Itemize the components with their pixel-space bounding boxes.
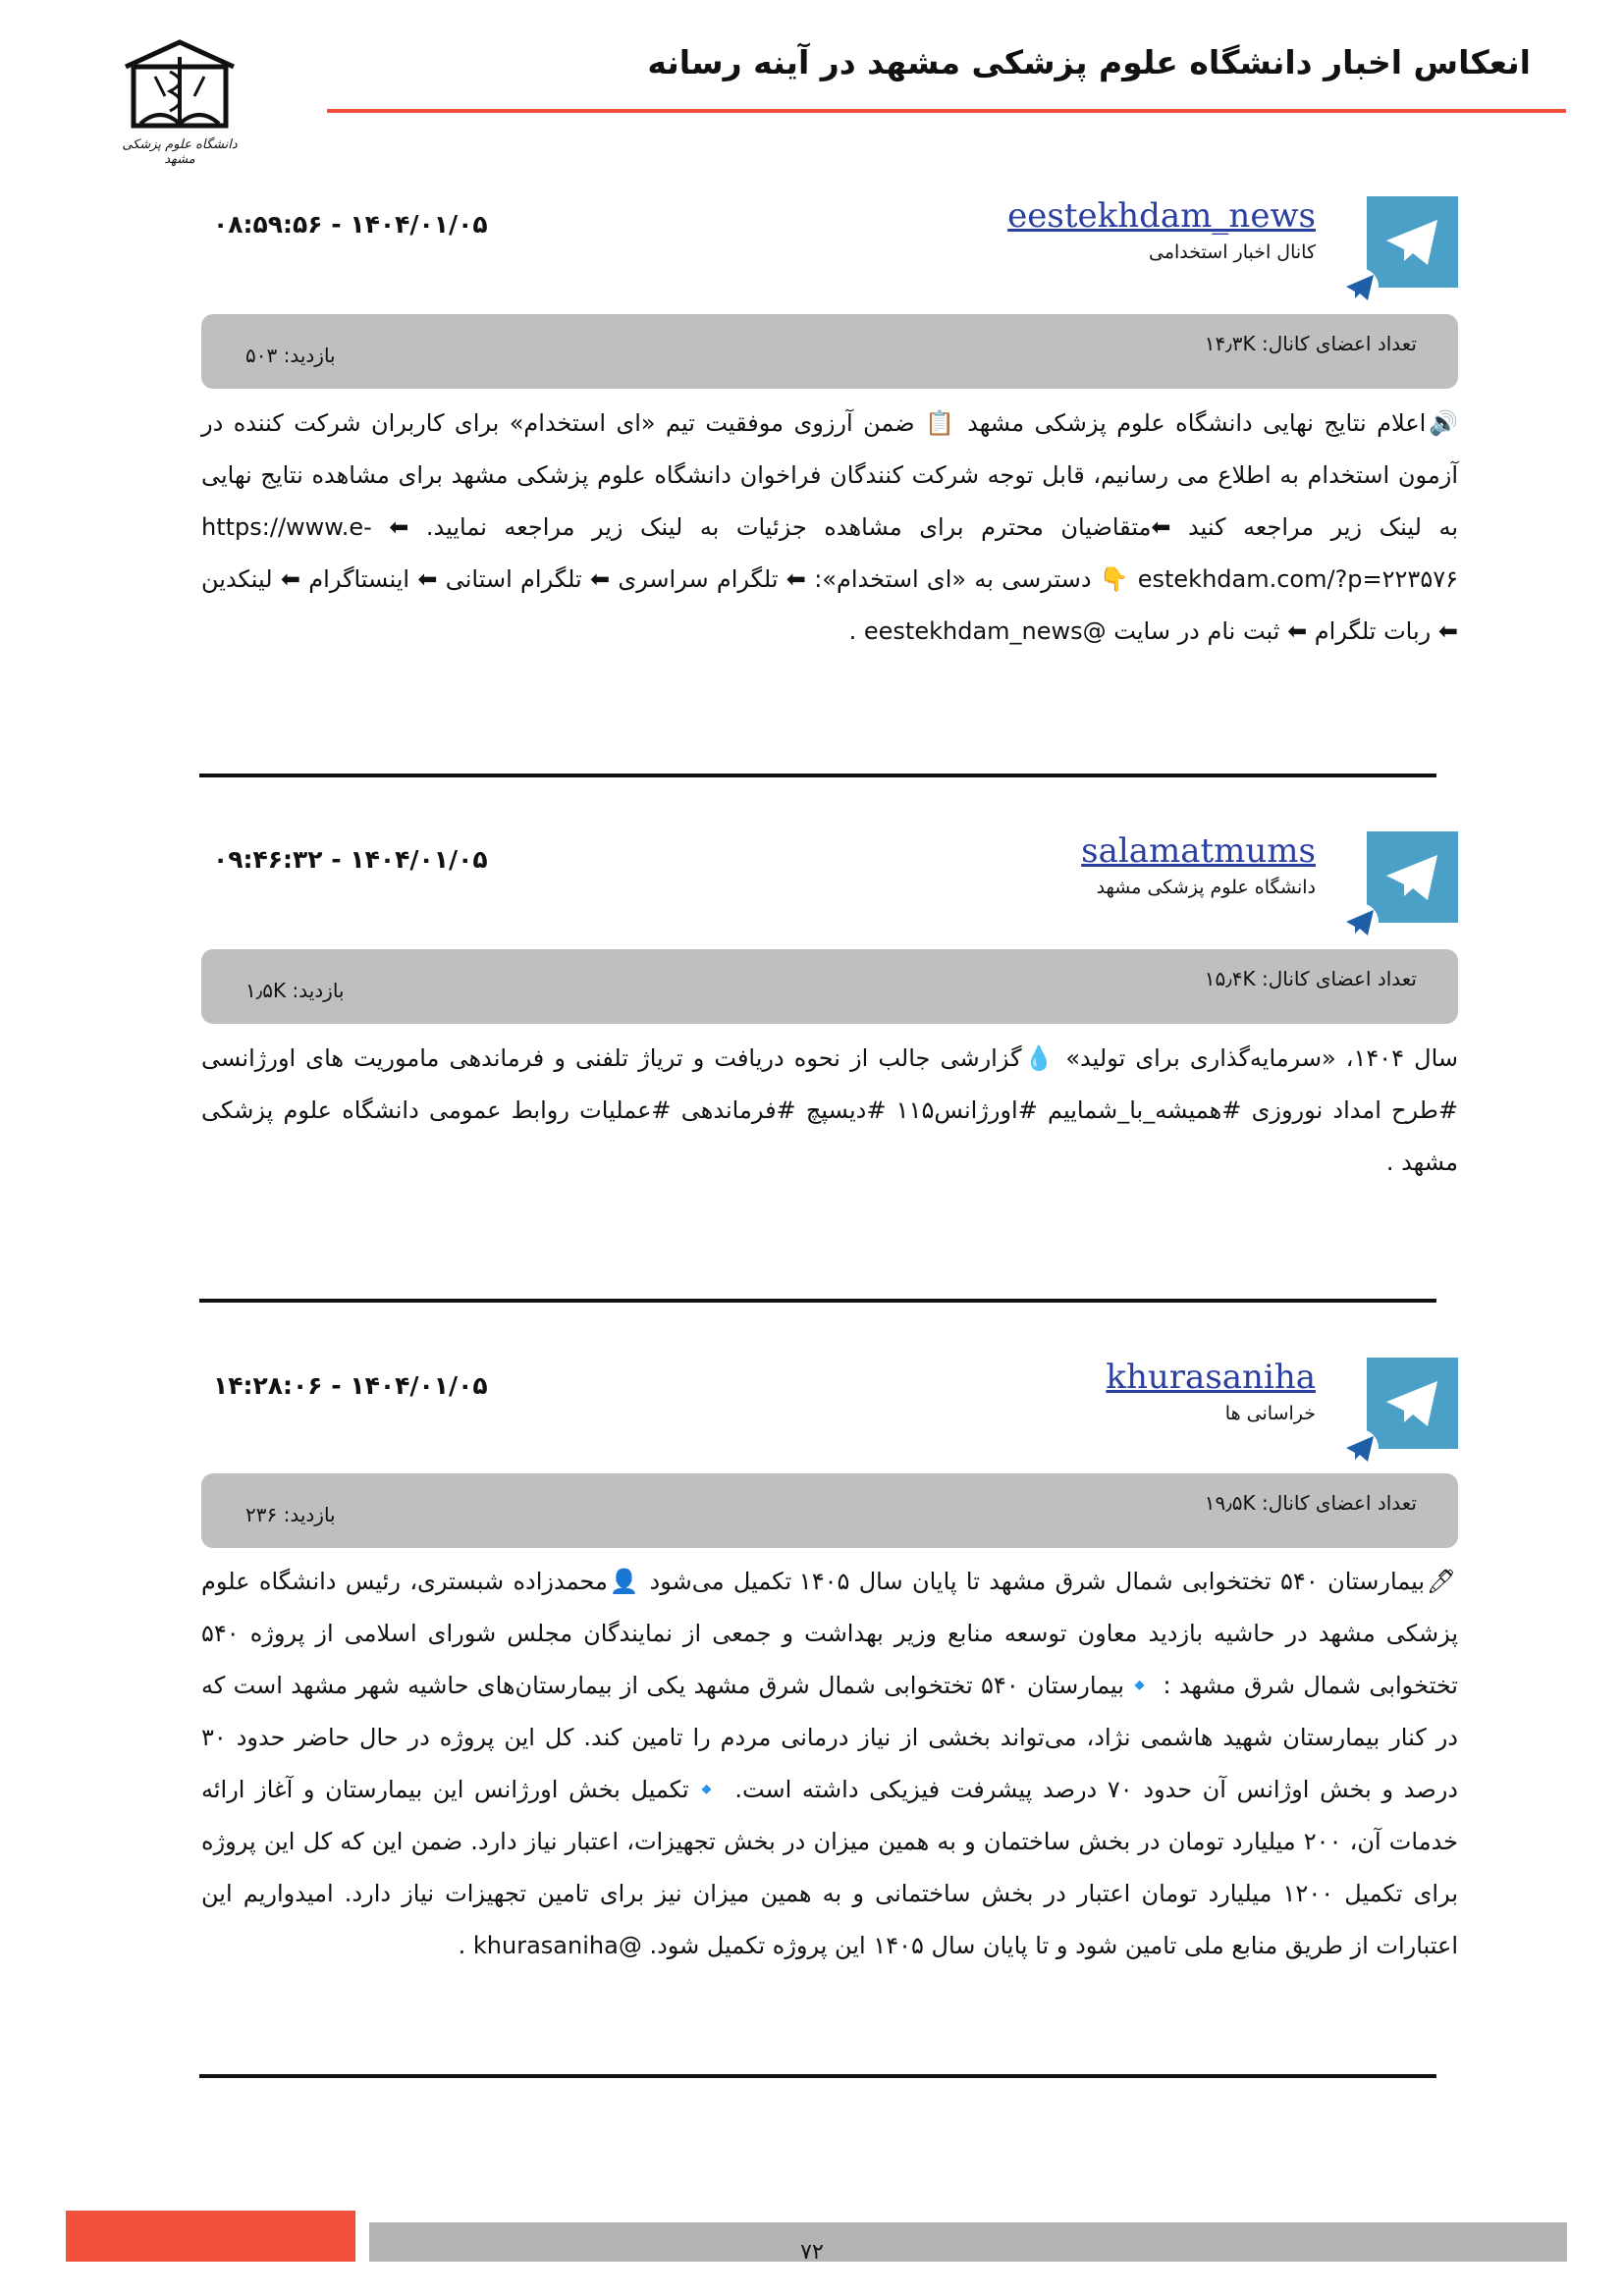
channel-members-count: تعداد اعضای کانال: ۱۹٫۵K <box>1204 1491 1417 1515</box>
stats-bar <box>201 949 1458 1024</box>
channel-info <box>1081 831 1316 898</box>
post-text: سال ۱۴۰۴، «سرمایه‌گذاری برای تولید» 💧گزارشی جالب از نحوه دریافت و تریاژ تلفنی و فرماندهی ماموریت های اورژانسی #طرح امداد نوروزی #همیشه_با_شماییم #اورژانس۱۱۵ #دیسپچ #فرماندهی #عملیات روابط عمومی دانشگاه علوم پزشکی مشهد . <box>201 1044 1459 1176</box>
post-card <box>201 196 1458 658</box>
channel-description: دانشگاه علوم پزشکی مشهد <box>1096 877 1316 898</box>
post-card <box>201 1358 1458 1986</box>
post-card <box>201 831 1458 1244</box>
channel-info <box>1007 196 1316 263</box>
post-separator <box>199 774 1436 777</box>
post-datetime: ۱۴۰۴/۰۱/۰۵ - ۱۴:۲۸:۰۶ <box>213 1371 488 1400</box>
post-text: 🖊بیمارستان ۵۴۰ تختخوابی شمال شرق مشهد تا پایان سال ۱۴۰۵ تکمیل می‌شود 👤محمدزاده شبستری، رئیس دانشگاه علوم پزشکی مشهد در حاشیه بازدید معاون توسعه منابع وزیر بهداشت و جمعی از نمایندگان مجلس شورای اسلامی از پروژه ۵۴۰ تختخوابی شمال شرق مشهد : 🔹بیمارستان ۵۴۰ تختخوابی شمال شرق مشهد یکی از بیمارستان‌های حاشیه شهر مشهد است که در کنار بیمارستان شهید هاشمی نژاد، می‌تواند بخشی از نیاز درمانی مردم را تامین کند. کل این پروژه در حال حاضر حدود ۳۰ درصد و بخش اوژانس آن حدود ۷۰ درصد پیشرفت فیزیکی داشته است. 🔹تکمیل بخش اورژانس این بیمارستان و آغاز ارائه خدمات آن، ۲۰۰ میلیارد تومان در بخش ساختمان و به همین میزان در بخش تجهیزات، اعتبار نیاز دارد. ضمن این که کل این پروژه برای تکمیل ۱۲۰۰ میلیارد تومان اعتبار در بخش ساختمانی و به همین میزان نیز برای تامین تجهیزات نیاز دارد. امیدواریم این اعتبارات از طریق منابع ملی تامین شود و تا پایان سال ۱۴۰۵ این پروژه تکمیل شود. @khurasaniha . <box>201 1568 1459 1959</box>
page-number: ۷۲ <box>800 2240 824 2265</box>
channel-members-count: تعداد اعضای کانال: ۱۵٫۴K <box>1204 967 1417 990</box>
page-header-title: انعکاس اخبار دانشگاه علوم پزشکی مشهد در آینه رسانه <box>647 43 1531 81</box>
channel-link[interactable]: khurasaniha <box>1106 1358 1316 1397</box>
header-divider <box>327 109 1566 113</box>
stats-bar <box>201 314 1458 389</box>
telegram-icon <box>1367 196 1458 288</box>
channel-description: خراسانی ها <box>1224 1403 1316 1424</box>
channel-members-count: تعداد اعضای کانال: ۱۴٫۳K <box>1204 332 1417 355</box>
channel-link[interactable]: salamatmums <box>1081 831 1316 871</box>
telegram-badge-icon <box>1340 902 1380 941</box>
channel-link[interactable]: eestekhdam_news <box>1007 196 1316 236</box>
stats-bar <box>201 1473 1458 1548</box>
channel-description: کانال اخبار استخدامی <box>1149 241 1316 263</box>
post-text: 🔊اعلام نتایج نهایی دانشگاه علوم پزشکی مشهد 📋 ضمن آرزوی موفقیت تیم «ای استخدام» برای کاربران شرکت کننده در آزمون استخدام به اطلاع می رسانیم، قابل توجه شرکت کنندگان فراخوان دانشگاه علوم پزشکی مشهد برای مشاهده نتایج نهایی به لینک زیر مراجعه کنید ⬅متقاضیان محترم برای مشاهده جزئیات به لینک زیر مراجعه نمایید. ⬅ https://www.e-estekhdam.com/?p=۲۲۳۵۷۶ 👇 دسترسی به «ای استخدام»: ⬅ تلگرام سراسری ⬅ تلگرام استانی ⬅ اینستاگرام ⬅ لینکدین ⬅ ربات تلگرام ⬅ ثبت نام در سایت @eestekhdam_news . <box>201 409 1458 645</box>
post-separator <box>199 2074 1436 2078</box>
post-datetime: ۱۴۰۴/۰۱/۰۵ - ۰۸:۵۹:۵۶ <box>213 210 488 239</box>
telegram-icon <box>1367 1358 1458 1449</box>
view-count: بازدید: ۵۰۳ <box>245 344 336 367</box>
view-count: بازدید: ۱٫۵K <box>245 979 345 1002</box>
post-separator <box>199 1299 1436 1303</box>
telegram-icon <box>1367 831 1458 923</box>
post-datetime: ۱۴۰۴/۰۱/۰۵ - ۰۹:۴۶:۳۲ <box>213 845 488 874</box>
view-count: بازدید: ۲۳۶ <box>245 1503 336 1526</box>
telegram-badge-icon <box>1340 1428 1380 1468</box>
channel-info <box>1106 1358 1316 1424</box>
logo-caption: دانشگاه علوم پزشکی مشهد <box>122 137 238 167</box>
telegram-badge-icon <box>1340 267 1380 306</box>
